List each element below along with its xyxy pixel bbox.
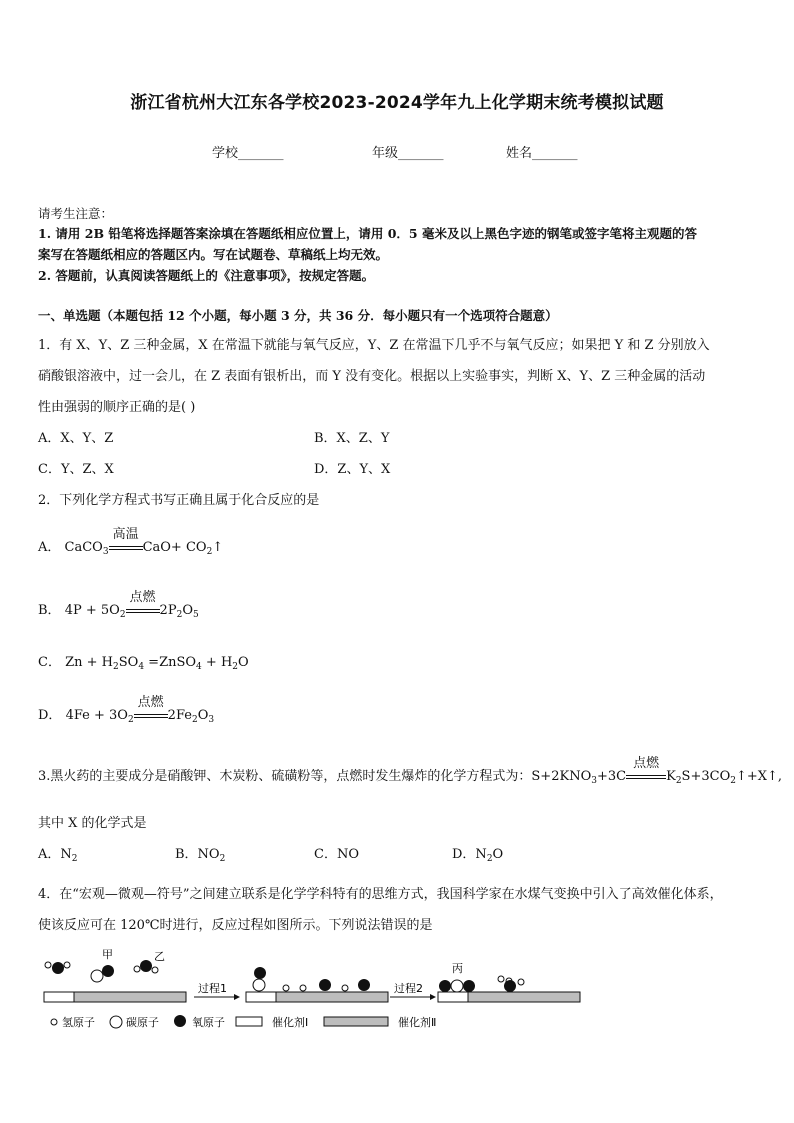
q3-option-a-text: A．N: [38, 847, 72, 862]
q3-line-2: 其中 X 的化学式是: [38, 816, 147, 831]
q1-option-c: C．Y、Z、X: [38, 462, 114, 477]
section-heading: 一、单选题（本题包括 12 个小题，每小题 3 分，共 36 分．每小题只有一个选项符合题意）: [38, 308, 558, 323]
reaction-diagram: [38, 948, 598, 1038]
legend-cat1-icon: [236, 1017, 262, 1026]
stage3-oxygen-2: [463, 980, 475, 992]
legend-cat1-label: 催化剂Ⅰ: [272, 1016, 309, 1029]
q2-option-c: [38, 651, 249, 672]
q3-equation: $S+2KNO_3+3C$ 点燃 $K_2S+3CO_2↑+X↑$,: [531, 769, 782, 784]
stage1-catalyst-2: [74, 992, 186, 1002]
stage2-catalyst-2: [276, 992, 388, 1002]
q2-option-d-equation: $4Fe + 3O_2$ 点燃 $2Fe_2O_3$: [66, 708, 215, 723]
water-molecule-left: [45, 962, 70, 974]
stage2-hydrogen-3: [342, 985, 348, 991]
process2-arrowhead: [430, 994, 436, 1000]
legend-oxygen-label: 氧原子: [192, 1016, 225, 1029]
legend-cat2-label: 催化剂Ⅱ: [398, 1016, 437, 1029]
q3-option-c: C．NO: [314, 847, 359, 862]
q3-option-d-text: D．N: [452, 847, 487, 862]
q2-option-c-equation: $Zn + H_2SO_4$ =ZnSO$_4$ + $H_2O$: [65, 655, 249, 672]
stage2-carbon: [253, 979, 265, 991]
stage2-hydrogen-2: [300, 985, 306, 991]
q2-option-b-equation: $4P + 5O_2$ 点燃 $2P_2O_5$: [65, 603, 199, 618]
notice-item-2: 2. 答题前，认真阅读答题纸上的《注意事项》，按规定答题。: [38, 268, 375, 283]
q2-b-condition: 点燃: [129, 590, 156, 605]
legend-carbon-label: 碳原子: [126, 1016, 159, 1029]
q2-option-b-label: B．: [38, 603, 61, 618]
stage3-oxygen-3: [504, 980, 516, 992]
notice-heading: 请考生注意：: [38, 206, 114, 221]
q2-stem: 2．下列化学方程式书写正确且属于化合反应的是: [38, 493, 320, 508]
stage3-hydrogen-3: [518, 979, 524, 985]
notice-item-1-line-2: 案写在答题纸相应的答题区内。写在试题卷、草稿纸上均无效。: [38, 247, 389, 262]
process2-label: 过程2: [394, 982, 423, 995]
legend-cat2-icon: [324, 1017, 388, 1026]
legend-hydrogen-label: 氢原子: [62, 1016, 95, 1029]
q1-line-1: 1．有 X、Y、Z 三种金属，X 在常温下就能与氧气反应，Y、Z 在常温下几乎不与氧气反应；如果把 Y 和 Z 分别放入: [38, 338, 710, 353]
name-field: 姓名_______: [506, 146, 578, 161]
stage3-catalyst-1: [438, 992, 468, 1002]
q3-stem: [38, 756, 783, 786]
label-jia: 甲: [102, 948, 113, 961]
page-title: 浙江省杭州大江东各学校2023-2024学年九上化学期末统考模拟试题: [130, 93, 664, 113]
q1-line-2: 硝酸银溶液中，过一会儿，在 Z 表面有银析出，而 Y 没有变化。根据以上实验事实，判断 X、Y、Z 三种金属的活动: [38, 369, 706, 384]
co-molecule-jia: [91, 965, 114, 982]
q2-option-d: [38, 695, 215, 725]
process1-label: 过程1: [198, 982, 227, 995]
process1-arrowhead: [234, 994, 240, 1000]
q2-a-condition: 高温: [112, 527, 139, 542]
q3-stem-text: 3.黑火药的主要成分是硝酸钾、木炭粉、硫磺粉等，点燃时发生爆炸的化学方程式为：: [38, 769, 532, 784]
q3-option-d: D．$N_2O$: [452, 847, 504, 864]
stage3-hydrogen-1: [498, 976, 504, 982]
q4-line-1: 4．在“宏观—微观—符号”之间建立联系是化学学科特有的思维方式，我国科学家在水煤气变换中引入了高效催化体系，: [38, 887, 723, 902]
legend-hydrogen-icon: [51, 1019, 57, 1025]
q2-option-a-label: A．: [38, 540, 61, 555]
stage2-hydrogen-1: [283, 985, 289, 991]
q1-option-a: A．X、Y、Z: [38, 431, 114, 446]
stage3-catalyst-2: [468, 992, 580, 1002]
q2-option-b: [38, 590, 199, 620]
notice-item-1-line-1: 1. 请用 2B 铅笔将选择题答案涂填在答题纸相应位置上，请用 0．5 毫米及以上黑色字迹的钢笔或签字笔将主观题的答: [38, 226, 697, 241]
q2-option-c-label: C．: [38, 655, 61, 670]
q2-option-d-label: D．: [38, 708, 62, 723]
stage2-catalyst-1: [246, 992, 276, 1002]
label-yi: 乙: [154, 950, 165, 963]
stage2-oxygen: [254, 967, 266, 979]
label-bing: 丙: [452, 962, 463, 975]
stage2-oxygen-2: [319, 979, 331, 991]
q1-option-d: D．Z、Y、X: [314, 462, 391, 477]
stage2-oxygen-3: [358, 979, 370, 991]
q1-option-b: B．X、Z、Y: [314, 431, 390, 446]
stage1-catalyst-1: [44, 992, 74, 1002]
q2-option-a: [38, 527, 224, 557]
q4-line-2: 使该反应可在 120℃时进行，反应过程如图所示。下列说法错误的是: [38, 918, 433, 933]
legend-carbon-icon: [110, 1016, 122, 1028]
q2-option-a-equation: CaCO$_3$ 高温 $CaO+ CO_2↑$: [65, 540, 224, 555]
grade-field: 年级_______: [372, 146, 444, 161]
q3-option-b: B．$NO_2$: [175, 847, 226, 864]
school-field: 学校_______: [212, 146, 284, 161]
q2-d-condition: 点燃: [137, 695, 164, 710]
stage3-carbon: [451, 980, 463, 992]
q1-line-3: 性由强弱的顺序正确的是( ): [38, 400, 196, 415]
stage3-oxygen-1: [439, 980, 451, 992]
q3-option-a: A．$N_2$: [38, 847, 78, 864]
q3-condition: 点燃: [633, 756, 660, 771]
q3-option-b-text: B．NO: [175, 847, 220, 862]
legend-oxygen-icon: [174, 1015, 186, 1027]
